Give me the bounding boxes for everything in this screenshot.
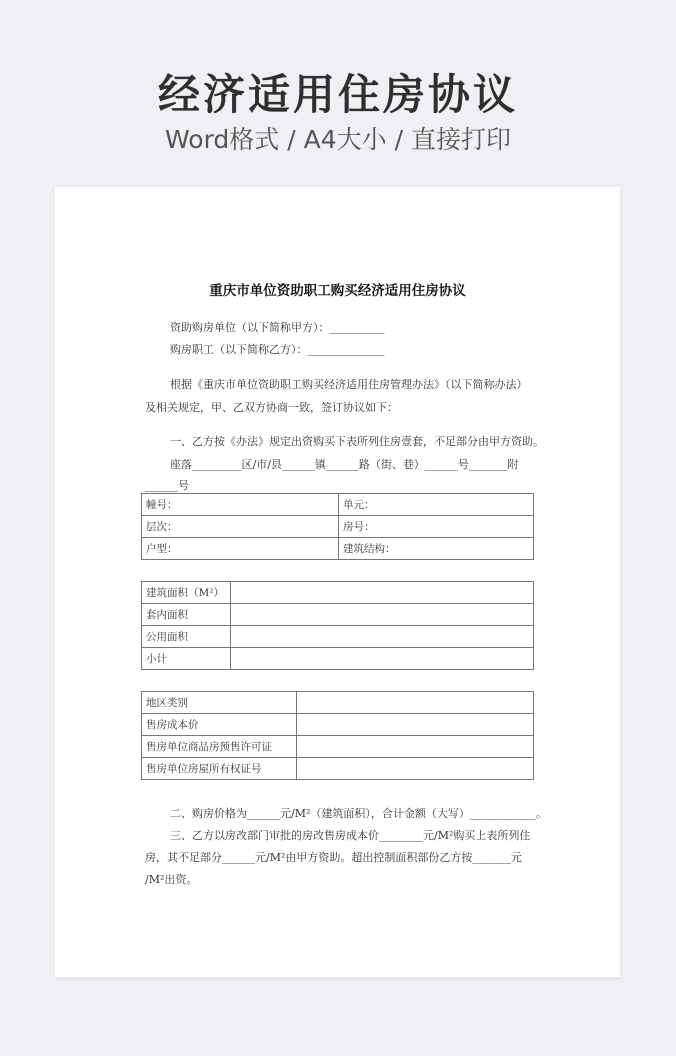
price-info-table: [141, 691, 534, 780]
intro-line-1: 根据《重庆市单位资助职工购买经济适用住房管理办法》（以下简称办法）: [170, 378, 528, 391]
table-cell: 层次：: [142, 516, 339, 538]
table-cell: 售房单位商品房预售许可证: [142, 736, 297, 758]
table-cell-empty: [231, 648, 534, 670]
clause-3-line-2: 房，其不足部分______元/M²由甲方资助。超出控制面积部份乙方按_______元: [145, 851, 522, 864]
table-cell-empty: [297, 692, 534, 714]
table-cell: 单元：: [339, 494, 534, 516]
clause-1-line-3: ______号: [145, 479, 189, 492]
clause-2-line: 二、购房价格为______元/M²（建筑面积），合计金额（大写）____________。: [170, 807, 547, 820]
table-row: [142, 516, 534, 538]
table-cell-empty: [297, 736, 534, 758]
table-cell-empty: [231, 582, 534, 604]
page-header-subtitle: Word格式 / A4大小 / 直接打印: [165, 125, 511, 154]
table-cell: 房号：: [339, 516, 534, 538]
table-row: [142, 692, 534, 714]
party-b-line: 购房职工（以下简称乙方）：______________: [170, 343, 385, 356]
clause-3-line-3: /M²出资。: [145, 873, 198, 886]
table-row: [142, 604, 534, 626]
document-page: [55, 187, 620, 977]
table-row: [142, 538, 534, 560]
table-cell: 幢号：: [142, 494, 339, 516]
table-cell: 地区类别: [142, 692, 297, 714]
table-cell: 建筑面积（M²）: [142, 582, 231, 604]
clause-1-line-2: 座落_________区/市/县______镇______路（街、巷）______号_______附: [170, 458, 519, 471]
table-cell: 建筑结构：: [339, 538, 534, 560]
table-row: [142, 582, 534, 604]
table-cell: 小计: [142, 648, 231, 670]
table-cell-empty: [297, 758, 534, 780]
table-row: [142, 714, 534, 736]
table-row: [142, 736, 534, 758]
intro-line-2: 及相关规定，甲、乙双方协商一致，签订协议如下：: [145, 401, 398, 414]
house-info-table: [141, 493, 534, 560]
table-cell: 售房单位房屋所有权证号: [142, 758, 297, 780]
table-cell: 公用面积: [142, 626, 231, 648]
table-row: [142, 758, 534, 780]
party-a-line: 资助购房单位（以下简称甲方）：__________: [170, 321, 385, 334]
table-row: [142, 648, 534, 670]
clause-3-line-1: 三、乙方以房改部门审批的房改售房成本价________元/M²购买上表所列住: [170, 829, 531, 842]
table-cell-empty: [231, 604, 534, 626]
area-table: [141, 581, 534, 670]
table-cell: 售房成本价: [142, 714, 297, 736]
table-cell: 户型：: [142, 538, 339, 560]
table-cell: 套内面积: [142, 604, 231, 626]
clause-1-line-1: 一、乙方按《办法》规定出资购买下表所列住房壹套，不足部分由甲方资助。: [170, 435, 544, 448]
table-cell-empty: [297, 714, 534, 736]
page-header-title: 经济适用住房协议: [157, 70, 518, 119]
table-cell-empty: [231, 626, 534, 648]
table-row: [142, 626, 534, 648]
document-title: 重庆市单位资助职工购买经济适用住房协议: [209, 283, 466, 299]
table-row: [142, 494, 534, 516]
